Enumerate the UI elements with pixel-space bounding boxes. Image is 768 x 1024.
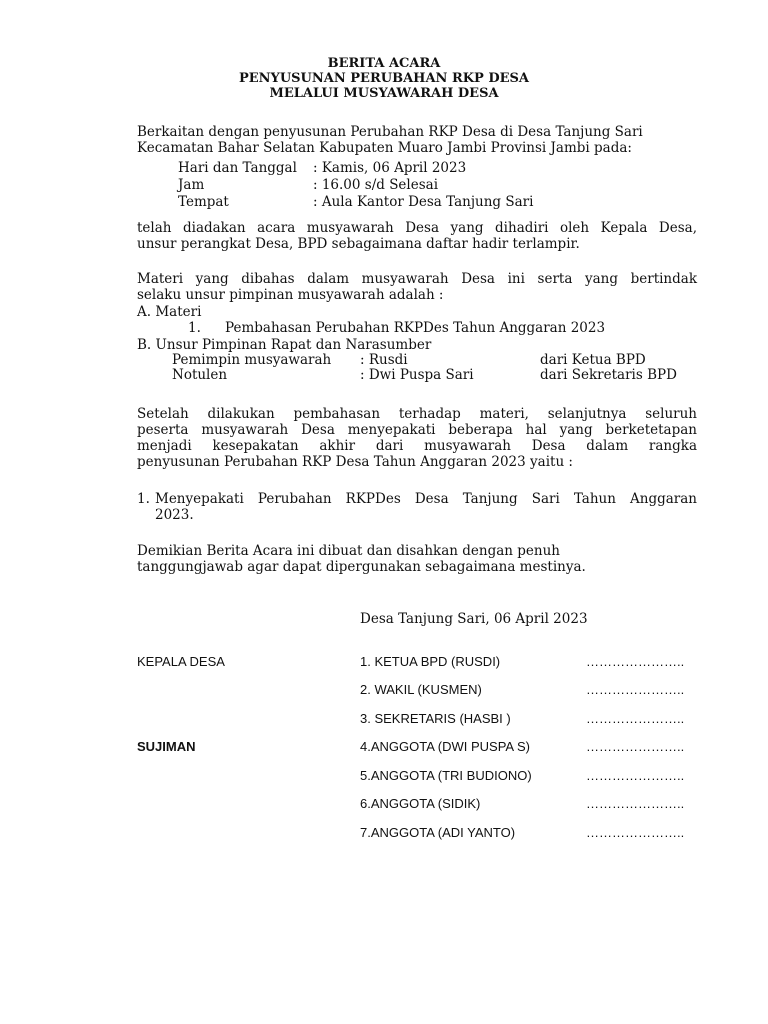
intro-line-1: Berkaitan dengan penyusunan Perubahan RKP Desa di Desa Tanjung Sari: [137, 124, 643, 140]
member-6-signature-line: …………………..: [586, 796, 685, 811]
agreement-number: 1.: [137, 491, 150, 507]
member-2-signature-line: …………………..: [586, 682, 685, 697]
section-a-item-text: Pembahasan Perubahan RKPDes Tahun Anggaran 2023: [225, 320, 606, 336]
notulen-name: : Dwi Puspa Sari: [360, 367, 474, 383]
section-a-label: A. Materi: [137, 304, 202, 320]
closing-line-1: Demikian Berita Acara ini dibuat dan disahkan dengan penuh: [137, 543, 560, 559]
detail-label-date: Hari dan Tanggal: [178, 160, 297, 176]
materi-line-1: Materi yang dibahas dalam musyawarah Desa ini serta yang bertindak: [137, 271, 697, 287]
detail-value-place: : Aula Kantor Desa Tanjung Sari: [313, 194, 534, 210]
held-line-1: telah diadakan acara musyawarah Desa yang dihadiri oleh Kepala Desa,: [137, 220, 697, 236]
member-6-label: 6.ANGGOTA (SIDIK): [360, 796, 481, 811]
discussion-line-4: penyusunan Perubahan RKP Desa Tahun Anggaran 2023 yaitu :: [137, 454, 573, 470]
notulen-role: Notulen: [172, 367, 228, 383]
detail-value-time: : 16.00 s/d Selesai: [313, 177, 439, 193]
materi-line-2: selaku unsur pimpinan musyawarah adalah :: [137, 287, 444, 303]
member-4-signature-line: …………………..: [586, 739, 685, 754]
kepala-desa-title: KEPALA DESA: [137, 654, 225, 669]
held-line-2: unsur perangkat Desa, BPD sebagaimana daftar hadir terlampir.: [137, 236, 580, 252]
detail-label-place: Tempat: [178, 194, 229, 210]
leader-role: Pemimpin musyawarah: [172, 352, 332, 368]
member-5-signature-line: …………………..: [586, 768, 685, 783]
member-1-signature-line: …………………..: [586, 654, 685, 669]
member-7-label: 7.ANGGOTA (ADI YANTO): [360, 825, 516, 840]
member-7-signature-line: …………………..: [586, 825, 685, 840]
title-line-1: BERITA ACARA: [327, 56, 441, 71]
agreement-line-2: 2023.: [155, 507, 194, 523]
discussion-line-2: peserta musyawarah Desa menyepakati beberapa hal yang berketetapan: [137, 422, 697, 438]
agreement-line-1: Menyepakati Perubahan RKPDes Desa Tanjung Sari Tahun Anggaran: [155, 491, 697, 507]
title-line-3: MELALUI MUSYAWARAH DESA: [269, 86, 499, 101]
member-3-label: 3. SEKRETARIS (HASBI ): [360, 711, 511, 726]
kepala-desa-name: SUJIMAN: [137, 739, 196, 754]
notulen-from: dari Sekretaris BPD: [540, 367, 677, 383]
intro-line-2: Kecamatan Bahar Selatan Kabupaten Muaro Jambi Provinsi Jambi pada:: [137, 140, 632, 156]
member-3-signature-line: …………………..: [586, 711, 685, 726]
closing-line-2: tanggungjawab agar dapat dipergunakan sebagaimana mestinya.: [137, 559, 586, 575]
leader-from: dari Ketua BPD: [540, 352, 646, 368]
discussion-line-1: Setelah dilakukan pembahasan terhadap materi, selanjutnya seluruh: [137, 406, 697, 422]
leader-name: : Rusdi: [360, 352, 408, 368]
discussion-line-3: menjadi kesepakatan akhir dari musyawarah Desa dalam rangka: [137, 438, 697, 454]
detail-value-date: : Kamis, 06 April 2023: [313, 160, 467, 176]
section-b-label: B. Unsur Pimpinan Rapat dan Narasumber: [137, 337, 432, 353]
member-5-label: 5.ANGGOTA (TRI BUDIONO): [360, 768, 532, 783]
member-1-label: 1. KETUA BPD (RUSDI): [360, 654, 501, 669]
section-a-item-number: 1.: [188, 320, 201, 336]
place-date: Desa Tanjung Sari, 06 April 2023: [360, 611, 588, 627]
detail-label-time: Jam: [178, 177, 205, 193]
agreement-paragraph: [155, 491, 697, 523]
member-4-label: 4.ANGGOTA (DWI PUSPA S): [360, 739, 530, 754]
member-2-label: 2. WAKIL (KUSMEN): [360, 682, 482, 697]
title-line-2: PENYUSUNAN PERUBAHAN RKP DESA: [238, 71, 530, 86]
